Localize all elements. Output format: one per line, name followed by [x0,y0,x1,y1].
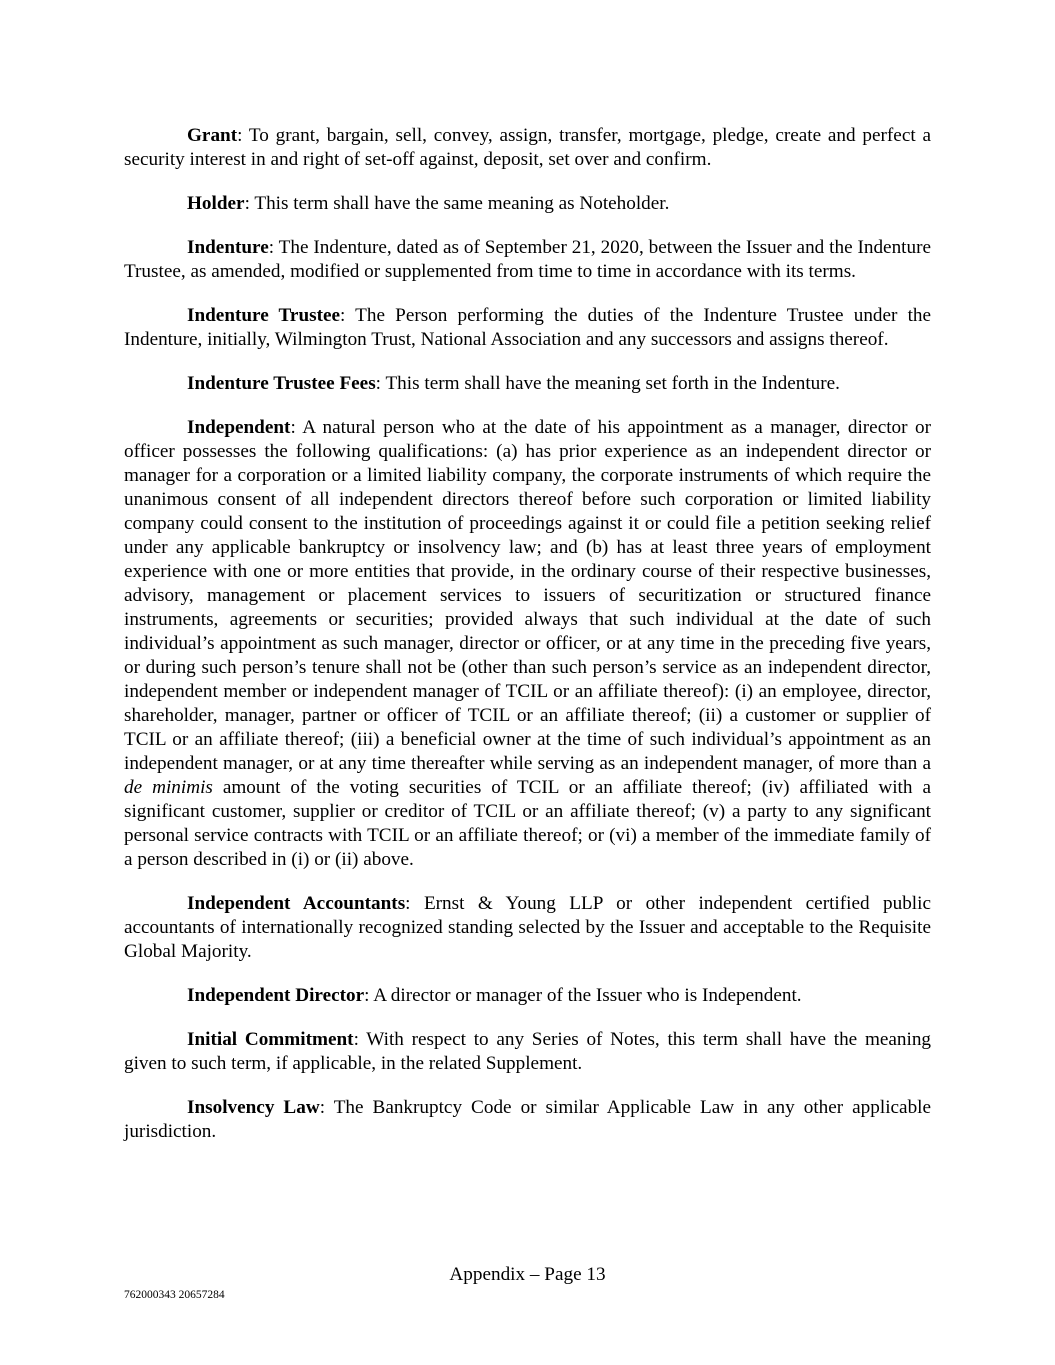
definition-holder [124,192,931,216]
definition-text-continued: amount of the voting securities of TCIL or an affiliate thereof; (iv) affiliated with a significant customer, supplier or creditor of TCIL or an affiliate thereof; (v) a party to any significant personal service contracts with TCIL or an affiliate thereof; or (vi) a member of the immediate family of a person described in (i) or (ii) above. [124,777,931,870]
document-body [124,124,931,1164]
definition-separator: : [364,985,374,1006]
document-id: 762000343 20657284 [124,1289,225,1301]
definition-indenture [124,236,931,284]
definition-term: Indenture Trustee [187,305,341,326]
definition-term: Holder [187,193,245,214]
definition-separator: : [353,1029,367,1050]
definition-term: Indenture Trustee Fees [187,373,376,394]
definition-initial-commitment [124,1028,931,1076]
definition-text: The Indenture, dated as of September 21, 2020, between the Issuer and the Indenture Trustee, as amended, modified or supplemented from time to time in accordance with its terms. [124,237,931,282]
definition-text: Ernst & Young LLP or other independent certified public accountants of internationally recognized standing selected by the Issuer and acceptable to the Requisite Global Majority. [124,893,931,962]
definition-term: Initial Commitment [187,1029,354,1050]
definition-independent [124,416,931,872]
definition-term: Independent Director [187,985,365,1006]
definition-separator: : [237,125,249,146]
definition-separator: : [405,893,424,914]
definition-separator: : [244,193,255,214]
definition-term: Insolvency Law [187,1097,320,1118]
definition-text: With respect to any Series of Notes, this term shall have the meaning given to such term, if applicable, in the related Supplement. [124,1029,932,1074]
definition-text: This term shall have the meaning set forth in the Indenture. [385,373,840,394]
definition-text: A natural person who at the date of his appointment as a manager, director or officer possesses the following qualifications: (a) has prior experience as an independent director or manager for a corporation or a limited liability company, the corporate instruments of which require the unanimous consent of all independent directors thereof before such corporation or limited liability company could consent to the institution of proceedings against it or could file a petition seeking relief under any applicable bankruptcy or insolvency law; and (b) has at least three years of employment experience with one or more entities that provide, in the ordinary course of their respective businesses, advisory, management or placement services to issuers of securitization or structured finance instruments, agreements or securities; provided always that such individual at the date of such individual’s appointment as such manager, director or officer, or at any time in the preceding five years, or during such person’s tenure shall not be (other than such person’s service as an independent director, independent member or independent manager of TCIL or an affiliate thereof): (i) an employee, director, shareholder, manager, partner or officer of TCIL or an affiliate thereof; (ii) a customer or supplier of TCIL or an affiliate thereof; (iii) a beneficial owner at the time of such individual’s appointment as an independent manager, or at any time thereafter while serving as an independent manager, of more than a [124,417,931,774]
definition-term: Independent [187,417,291,438]
definition-term: Indenture [187,237,269,258]
definition-indenture-trustee-fees [124,372,931,396]
definition-text: The Person performing the duties of the Indenture Trustee under the Indenture, initially, Wilmington Trust, National Association and any successors and assigns thereof. [124,305,932,350]
definition-separator: : [340,305,356,326]
definition-term: Independent Accountants [187,893,406,914]
definition-text: To grant, bargain, sell, convey, assign, transfer, mortgage, pledge, create and perfect a security interest in and right of set-off against, deposit, set over and confirm. [124,125,931,170]
page-number-footer: Appendix – Page 13 [449,1264,606,1285]
definition-insolvency-law [124,1096,931,1144]
definition-separator: : [375,373,386,394]
definition-text: A director or manager of the Issuer who is Independent. [373,985,802,1006]
definition-independent-director [124,984,931,1008]
definition-grant [124,124,931,172]
definition-indenture-trustee [124,304,931,352]
definition-italic-phrase: de minimis [124,777,213,798]
definition-independent-accountants [124,892,931,964]
definition-separator: : [268,237,279,258]
definition-separator: : [319,1097,334,1118]
definition-term: Grant [187,125,238,146]
definition-text: This term shall have the same meaning as Noteholder. [254,193,670,214]
definition-text: The Bankruptcy Code or similar Applicable Law in any other applicable jurisdiction. [124,1097,932,1142]
definition-separator: : [290,417,303,438]
